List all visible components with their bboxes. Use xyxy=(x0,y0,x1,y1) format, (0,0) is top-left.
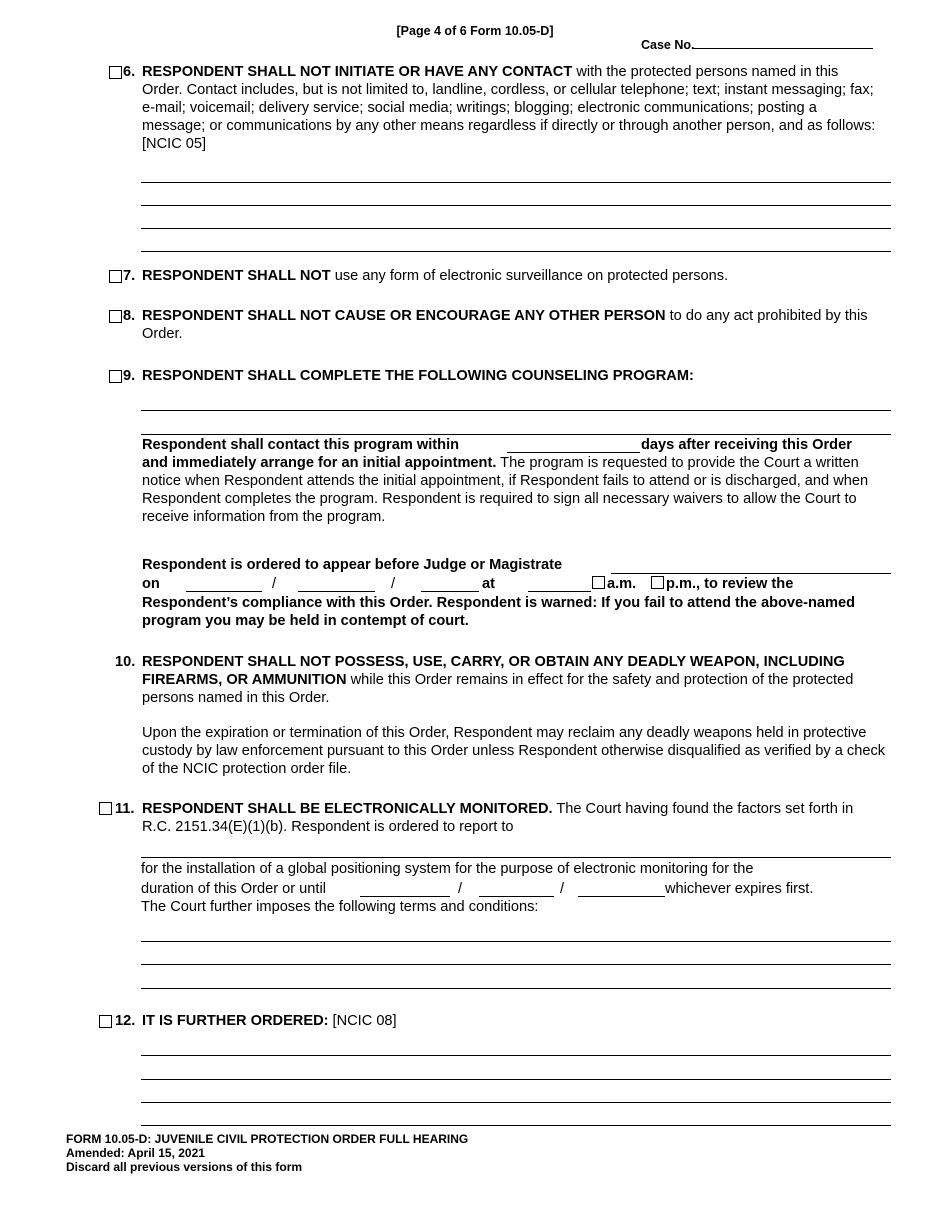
item11-number: 11. xyxy=(115,801,135,817)
item9-appear-label: Respondent is ordered to appear before Judge or Magistrate xyxy=(142,557,563,573)
item12-line-1[interactable] xyxy=(141,1055,891,1056)
footer-discard: Discard all previous versions of this form xyxy=(66,1160,303,1174)
item12-text: [NCIC 08] xyxy=(328,1013,397,1029)
item11-whichever: whichever expires first. xyxy=(665,881,814,897)
item8-bold: RESPONDENT SHALL NOT CAUSE OR ENCOURAGE ANY OTHER PERSON xyxy=(142,308,666,324)
item6-line-2[interactable] xyxy=(141,205,891,206)
item11-report-to-field[interactable] xyxy=(141,857,891,858)
item12-line-4[interactable] xyxy=(141,1125,891,1126)
item9-slash-2: / xyxy=(391,576,396,592)
item8-checkbox[interactable] xyxy=(109,310,122,323)
item6-line-4[interactable] xyxy=(141,251,891,252)
item11-terms-line-2[interactable] xyxy=(141,964,891,965)
footer-form-title: FORM 10.05-D: JUVENILE CIVIL PROTECTION ORDER FULL HEARING xyxy=(66,1132,469,1146)
item12-checkbox[interactable] xyxy=(99,1015,112,1028)
item12-line-2[interactable] xyxy=(141,1079,891,1080)
item11-day-field[interactable] xyxy=(479,896,554,897)
item11-terms-text: The Court further imposes the following terms and conditions: xyxy=(141,899,539,915)
item6-bold: RESPONDENT SHALL NOT INITIATE OR HAVE ANY CONTACT xyxy=(142,64,573,80)
item11-terms-line-3[interactable] xyxy=(141,988,891,989)
item9-warning: Respondent’s compliance with this Order. Respondent is warned: If you fail to attend the above-named program you may be held in contempt of court. xyxy=(142,595,856,629)
item9-program-line[interactable] xyxy=(141,410,891,411)
item10-paragraph-2: Upon the expiration or termination of this Order, Respondent may reclaim any deadly weapons held in protective custody by law enforcement pursuant to this Order unless Respondent otherwise disqualified as verified by a check of the NCIC protection order file. xyxy=(142,725,886,777)
item9-at-label: at xyxy=(482,576,495,592)
item9-am-checkbox[interactable] xyxy=(592,576,605,589)
item11-year-field[interactable] xyxy=(578,896,665,897)
item12-bold: IT IS FURTHER ORDERED: xyxy=(142,1013,329,1029)
page-label: [Page 4 of 6 Form 10.05-D] xyxy=(396,24,554,38)
item11-terms-line-1[interactable] xyxy=(141,941,891,942)
item9-day-field[interactable] xyxy=(298,591,375,592)
item8-number: 8. xyxy=(123,308,136,324)
item9-contact-label-a: Respondent shall contact this program within xyxy=(142,437,460,453)
item9-arrange-text: The program is requested to provide the Court a written notice when Respondent attends the initial appointment, if Respondent fails to attend or is discharged, and when Respondent completes the program. Respondent is required to sign all necessary waivers to allow the Court to receive information from the program. xyxy=(142,455,869,525)
item9-pm-label: p.m., to review the xyxy=(666,576,794,592)
item9-arrange-bold: and immediately arrange for an initial appointment. xyxy=(142,455,497,471)
item8-paragraph xyxy=(142,307,882,343)
item10-paragraph xyxy=(142,653,887,707)
item9-pm-checkbox[interactable] xyxy=(651,576,664,589)
footer-amended: Amended: April 15, 2021 xyxy=(66,1146,205,1160)
item6-number: 6. xyxy=(123,64,136,80)
item9-month-field[interactable] xyxy=(186,591,262,592)
item11-text: The Court having found the factors set forth in R.C. 2151.34(E)(1)(b). Respondent is ordered to report to xyxy=(142,801,854,835)
item12-number: 12. xyxy=(115,1013,136,1029)
item10-bold: RESPONDENT SHALL NOT POSSESS, USE, CARRY, OR OBTAIN ANY DEADLY WEAPON, INCLUDING FIREARMS, OR AMMUNITION xyxy=(142,654,845,688)
item11-slash-2: / xyxy=(560,881,565,897)
item11-duration-label: duration of this Order or until xyxy=(141,881,326,897)
item7-checkbox[interactable] xyxy=(109,270,122,283)
item7-text: use any form of electronic surveillance on protected persons. xyxy=(330,268,729,284)
item12-line-3[interactable] xyxy=(141,1102,891,1103)
item9-year-field[interactable] xyxy=(421,591,479,592)
item6-text: with the protected persons named in this Order. Contact includes, but is not limited to, landline, cordless, or cellular telephone; text; instant messaging; fax; e-mail; voicemail; delivery service; social media; writings; blogging; electronic communications; posting a message; or communications by any other means regardless if directly or through another person, and as follows: [NCIC 05] xyxy=(142,64,876,152)
item9-on-label: on xyxy=(142,576,160,592)
item9-arrange-paragraph xyxy=(142,454,887,526)
item6-line-1[interactable] xyxy=(141,182,891,183)
item7-paragraph xyxy=(142,267,882,285)
case-no-field[interactable] xyxy=(693,48,873,49)
item6-paragraph xyxy=(142,63,882,153)
item10-text: while this Order remains in effect for the safety and protection of the protected persons named in this Order. xyxy=(142,672,854,706)
item9-number: 9. xyxy=(123,368,136,384)
item11-install-text: for the installation of a global positioning system for the purpose of electronic monitoring for the xyxy=(141,861,754,877)
item11-slash-1: / xyxy=(458,881,463,897)
item6-checkbox[interactable] xyxy=(109,66,122,79)
item9-slash-1: / xyxy=(272,576,277,592)
item12-paragraph xyxy=(142,1012,882,1030)
item11-checkbox[interactable] xyxy=(99,802,112,815)
item9-checkbox[interactable] xyxy=(109,370,122,383)
item9-program-line-2[interactable] xyxy=(141,434,891,435)
item9-am-label: a.m. xyxy=(607,576,637,592)
case-no-label: Case No. xyxy=(641,38,695,52)
item9-judge-field[interactable] xyxy=(611,573,891,574)
item10-number: 10. xyxy=(115,654,136,670)
item6-line-3[interactable] xyxy=(141,228,891,229)
item9-days-field[interactable] xyxy=(507,452,640,453)
item11-month-field[interactable] xyxy=(360,896,450,897)
item11-bold: RESPONDENT SHALL BE ELECTRONICALLY MONITORED. xyxy=(142,801,553,817)
item7-bold: RESPONDENT SHALL NOT xyxy=(142,268,331,284)
item7-number: 7. xyxy=(123,268,136,284)
item11-paragraph xyxy=(142,800,862,836)
item8-text: to do any act prohibited by this Order. xyxy=(142,308,868,342)
item9-time-field[interactable] xyxy=(528,591,591,592)
item9-contact-label-b: days after receiving this Order xyxy=(641,437,852,453)
item9-heading: RESPONDENT SHALL COMPLETE THE FOLLOWING COUNSELING PROGRAM: xyxy=(142,368,694,384)
